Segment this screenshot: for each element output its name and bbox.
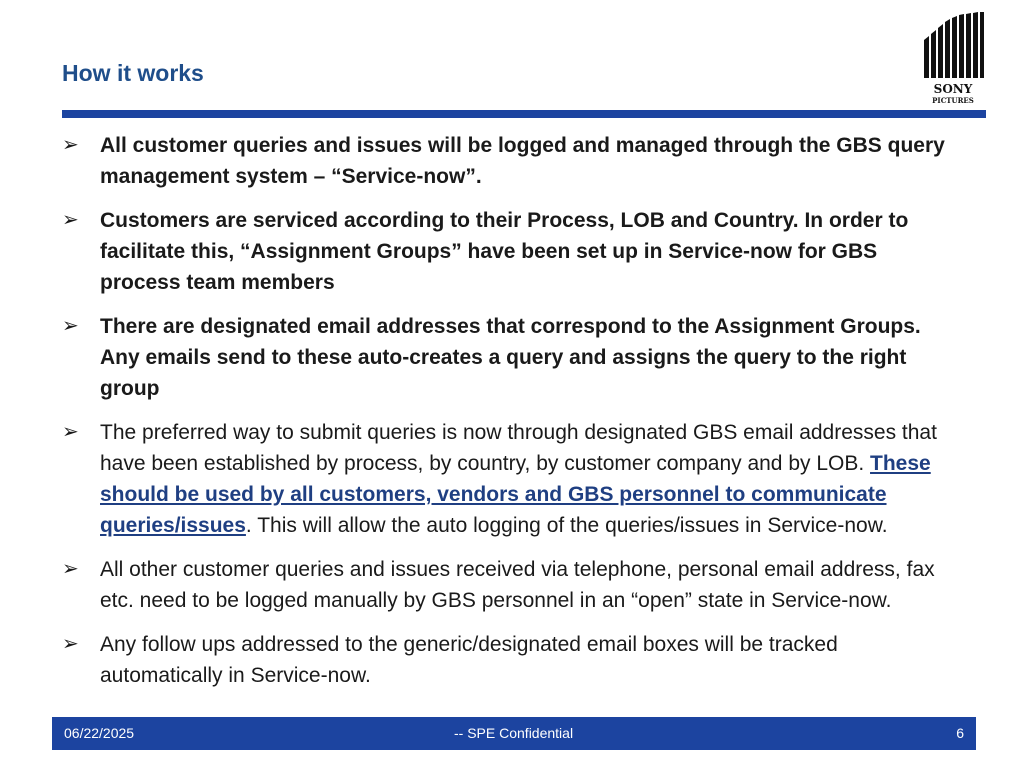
submission-guidance-link[interactable]: These should be used by all customers, vendors and GBS personnel to communicate queries/issues — [100, 452, 931, 537]
slide-title: How it works — [62, 60, 204, 86]
bullet-text: Any follow ups addressed to the generic/designated email boxes will be tracked automatically in Service-now. — [100, 633, 838, 687]
bullet-item — [62, 417, 962, 541]
footer-date: 06/22/2025 — [64, 725, 135, 741]
arrow-bullet-icon: ➢ — [62, 315, 79, 337]
sony-pictures-logo — [920, 12, 986, 107]
bullet-text: All other customer queries and issues received via telephone, personal email address, fax etc. need to be logged manually by GBS personnel in an “open” state in Service-now. — [100, 558, 935, 612]
bullet-text: The preferred way to submit queries is now through designated GBS email addresses that have been established by process, by country, by customer company and by LOB. — [100, 421, 937, 475]
arrow-bullet-icon: ➢ — [62, 209, 79, 231]
bullet-item — [62, 130, 962, 192]
bullet-text: . This will allow the auto logging of the queries/issues in Service-now. — [245, 514, 888, 537]
bullet-item — [62, 205, 962, 298]
bullet-item — [62, 554, 962, 616]
logo-text-pictures: PICTURES — [932, 96, 974, 105]
bullet-text: All customer queries and issues will be logged and managed through the GBS query management system – “Service-now”. — [100, 134, 945, 188]
arrow-bullet-icon: ➢ — [62, 633, 79, 655]
title-rule — [62, 110, 986, 118]
footer-confidential: -- SPE Confidential — [454, 725, 574, 741]
arrow-bullet-icon: ➢ — [62, 558, 79, 580]
bullet-item — [62, 629, 962, 691]
bullet-text: Customers are serviced according to their Process, LOB and Country. In order to facilitate this, “Assignment Groups” have been set up in Service-now for GBS process team members — [100, 209, 909, 294]
bullet-list — [62, 130, 962, 704]
arrow-bullet-icon: ➢ — [62, 134, 79, 156]
slide-footer — [52, 717, 976, 750]
bullet-text: There are designated email addresses that correspond to the Assignment Groups. Any emails send to these auto-creates a query and assigns the query to the right group — [100, 315, 921, 400]
logo-text-sony: SONY — [933, 82, 973, 96]
footer-page-number: 6 — [956, 725, 964, 741]
arrow-bullet-icon: ➢ — [62, 421, 79, 443]
bullet-item — [62, 311, 962, 404]
